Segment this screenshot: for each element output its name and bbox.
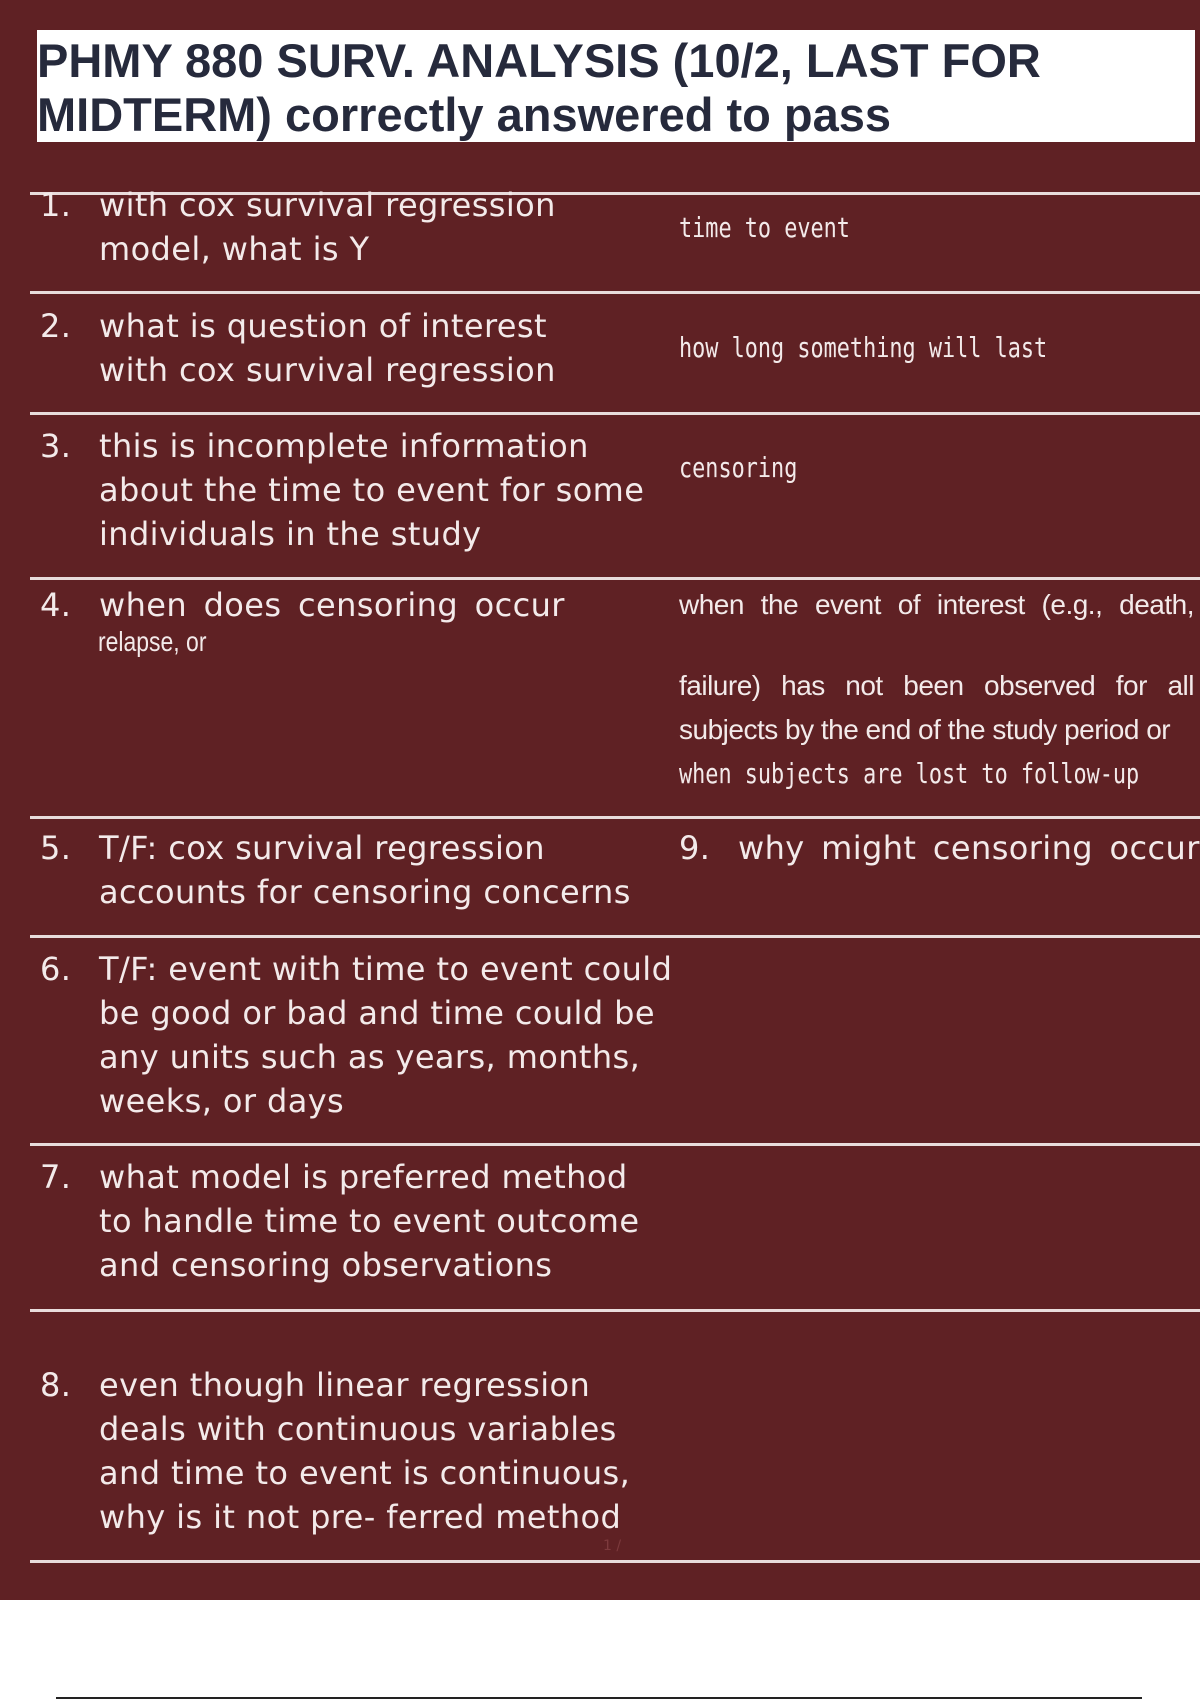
question-5 xyxy=(40,826,680,914)
question-number: 3. xyxy=(40,427,72,465)
row-divider xyxy=(30,412,1200,415)
question-4 xyxy=(40,583,680,627)
answer-1: time to event xyxy=(679,211,850,244)
question-8 xyxy=(40,1363,680,1539)
question-4-continued: relapse, or xyxy=(98,626,207,657)
question-text: when does censoring occur xyxy=(99,586,565,624)
question-number: 4. xyxy=(40,586,72,624)
row-divider xyxy=(30,1309,1200,1312)
question-6 xyxy=(40,947,680,1123)
question-number: 1. xyxy=(40,186,72,224)
title-box xyxy=(37,30,1195,142)
question-1 xyxy=(40,183,680,271)
question-text: what is question of interest with cox survival regression xyxy=(99,307,556,389)
answer-4-line-2: failure) has not been observed for all subjects by the end of the study period or xyxy=(679,670,1194,745)
question-text: T/F: cox survival regression accounts for censoring concerns xyxy=(99,829,631,911)
question-number: 9. xyxy=(679,829,711,867)
question-3 xyxy=(40,424,680,556)
row-divider xyxy=(30,291,1200,294)
row-divider xyxy=(30,1560,1200,1563)
question-text: with cox survival regression model, what is Y xyxy=(99,186,556,268)
row-divider xyxy=(30,935,1200,938)
question-9 xyxy=(679,826,1199,870)
question-text: what model is preferred method to handle time to event outcome and censoring observations xyxy=(99,1158,640,1284)
question-text: even though linear regression deals with continuous variables and time to event is continuous, why is it not pre- ferred method xyxy=(99,1366,631,1536)
page-title-line-1: PHMY 880 SURV. ANALYSIS (10/2, LAST FOR xyxy=(37,34,1041,87)
answer-3: censoring xyxy=(679,451,798,484)
question-7 xyxy=(40,1155,680,1287)
row-divider xyxy=(30,816,1200,819)
answer-4-line-3: when subjects are lost to follow-up xyxy=(679,757,1140,790)
question-number: 6. xyxy=(40,950,72,988)
footer-rule xyxy=(56,1697,1142,1699)
answer-4-line-1: when the event of interest (e.g., death, xyxy=(679,589,1194,620)
question-2 xyxy=(40,304,680,392)
row-divider xyxy=(30,1143,1200,1146)
question-text: why might censoring occur xyxy=(738,829,1200,867)
question-number: 7. xyxy=(40,1158,72,1196)
row-divider xyxy=(30,577,1200,580)
page-title-line-2: MIDTERM) correctly answered to pass xyxy=(37,88,892,141)
question-text: this is incomplete information about the time to event for some individuals in the study xyxy=(99,427,645,553)
question-number: 8. xyxy=(40,1366,72,1404)
answer-2: how long something will last xyxy=(679,331,1048,364)
page-number: 1 / xyxy=(603,1538,622,1554)
question-number: 5. xyxy=(40,829,72,867)
question-number: 2. xyxy=(40,307,72,345)
question-text: T/F: event with time to event could be good or bad and time could be any units such as years, months, weeks, or days xyxy=(99,950,673,1120)
